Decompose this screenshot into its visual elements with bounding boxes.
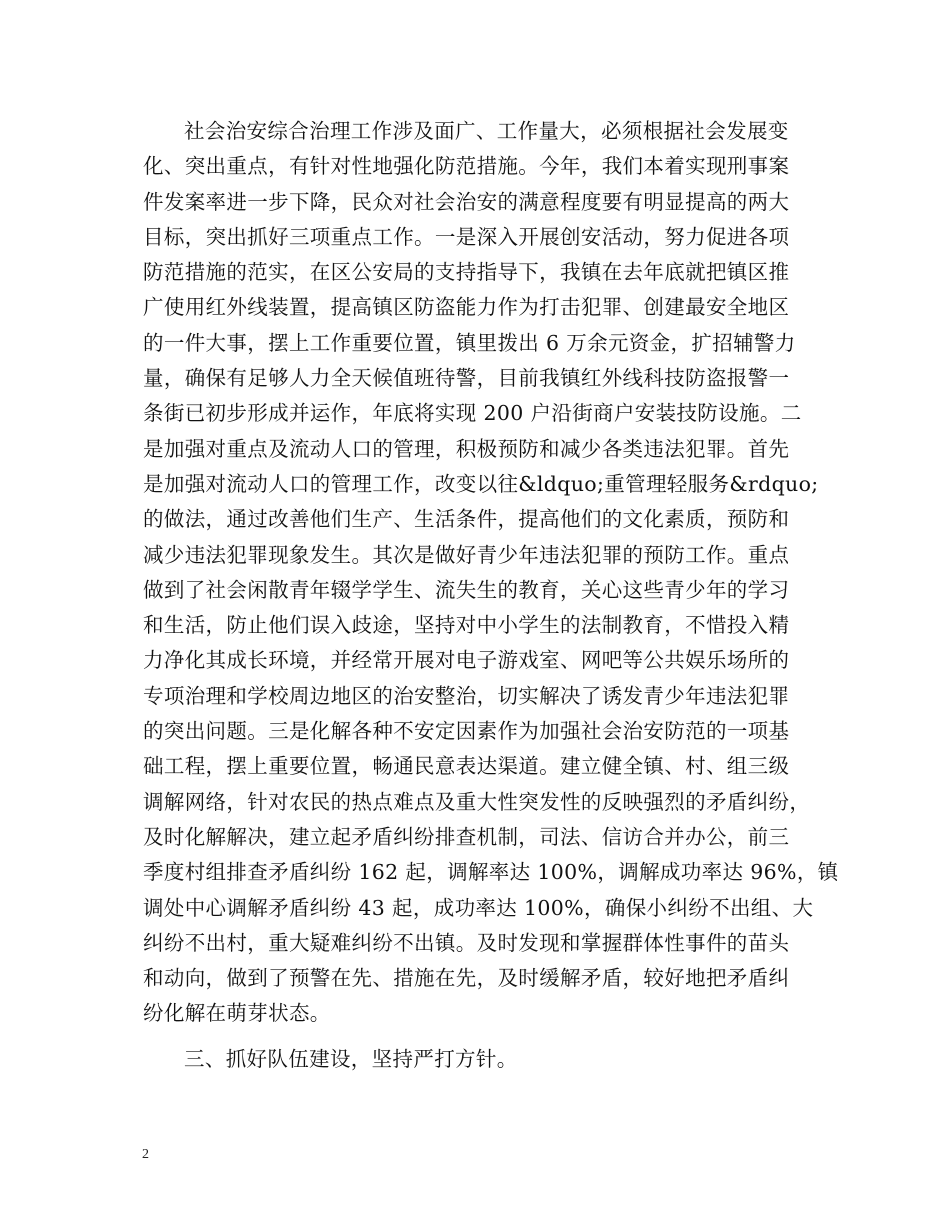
text-line: 社会治安综合治理工作涉及面广、工作量大，必须根据社会发展变 (184, 119, 789, 143)
body-text (143, 114, 839, 1077)
text-line: 是加强对重点及流动人口的管理，积极预防和减少各类违法犯罪。首先 (143, 436, 790, 461)
text-line: 及时化解解决，建立起矛盾纠纷排查机制，司法、信访合并办公，前三 (143, 824, 790, 849)
section-heading: 三、抓好队伍建设，坚持严打方针。 (184, 1046, 518, 1071)
text-line: 广使用红外线装置，提高镇区防盗能力作为打击犯罪、创建最安全地区 (143, 295, 790, 320)
text-line: 条街已初步形成并运作，年底将实现 200 户沿街商户安装技防设施。二 (143, 401, 802, 426)
text-line: 纷化解在萌芽状态。 (143, 1001, 331, 1026)
text-line: 和生活，防止他们误入歧途，坚持对中小学生的法制教育，不惜投入精 (143, 613, 790, 638)
page-number: 2 (142, 1147, 149, 1162)
text-line: 目标，突出抓好三项重点工作。一是深入开展创安活动，努力促进各项 (143, 224, 790, 249)
text-line: 专项治理和学校周边地区的治安整治，切实解决了诱发青少年违法犯罪 (143, 683, 790, 708)
text-line: 的突出问题。三是化解各种不安定因素作为加强社会治安防范的一项基 (143, 719, 790, 744)
text-line: 和动向，做到了预警在先、措施在先，及时缓解矛盾，较好地把矛盾纠 (143, 966, 790, 991)
text-line: 的一件大事，摆上工作重要位置，镇里拨出 6 万余元资金，扩招辅警力 (143, 330, 796, 355)
text-line: 调解网络，针对农民的热点难点及重大性突发性的反映强烈的矛盾纠纷， (143, 789, 811, 814)
text-line: 件发案率进一步下降，民众对社会治安的满意程度要有明显提高的两大 (143, 189, 790, 214)
text-line: 季度村组排查矛盾纠纷 162 起，调解率达 100%，调解成功率达 96%，镇 (143, 860, 839, 885)
text-line: 础工程，摆上重要位置，畅通民意表达渠道。建立健全镇、村、组三级 (143, 754, 790, 779)
paragraph (143, 114, 839, 1032)
text-line: 力净化其成长环境，并经常开展对电子游戏室、网吧等公共娱乐场所的 (143, 648, 790, 673)
text-line: 化、突出重点，有针对性地强化防范措施。今年，我们本着实现刑事案 (143, 154, 790, 179)
text-line: 量，确保有足够人力全天候值班待警，目前我镇红外线科技防盗报警一 (143, 366, 790, 391)
text-line: 纠纷不出村，重大疑难纠纷不出镇。及时发现和掌握群体性事件的苗头 (143, 930, 790, 955)
text-line: 减少违法犯罪现象发生。其次是做好青少年违法犯罪的预防工作。重点 (143, 542, 790, 567)
text-line: 的做法，通过改善他们生产、生活条件，提高他们的文化素质，预防和 (143, 507, 790, 532)
text-line: 做到了社会闲散青年辍学学生、流失生的教育，关心这些青少年的学习 (143, 577, 790, 602)
paragraph-gap (143, 1032, 823, 1042)
text-line: 防范措施的范实，在区公安局的支持指导下，我镇在去年底就把镇区推 (143, 260, 790, 285)
text-line: 调处中心调解矛盾纠纷 43 起，成功率达 100%，确保小纠纷不出组、大 (143, 895, 814, 920)
text-line: 是加强对流动人口的管理工作，改变以往&ldquo;重管理轻服务&rdquo; (143, 471, 819, 496)
